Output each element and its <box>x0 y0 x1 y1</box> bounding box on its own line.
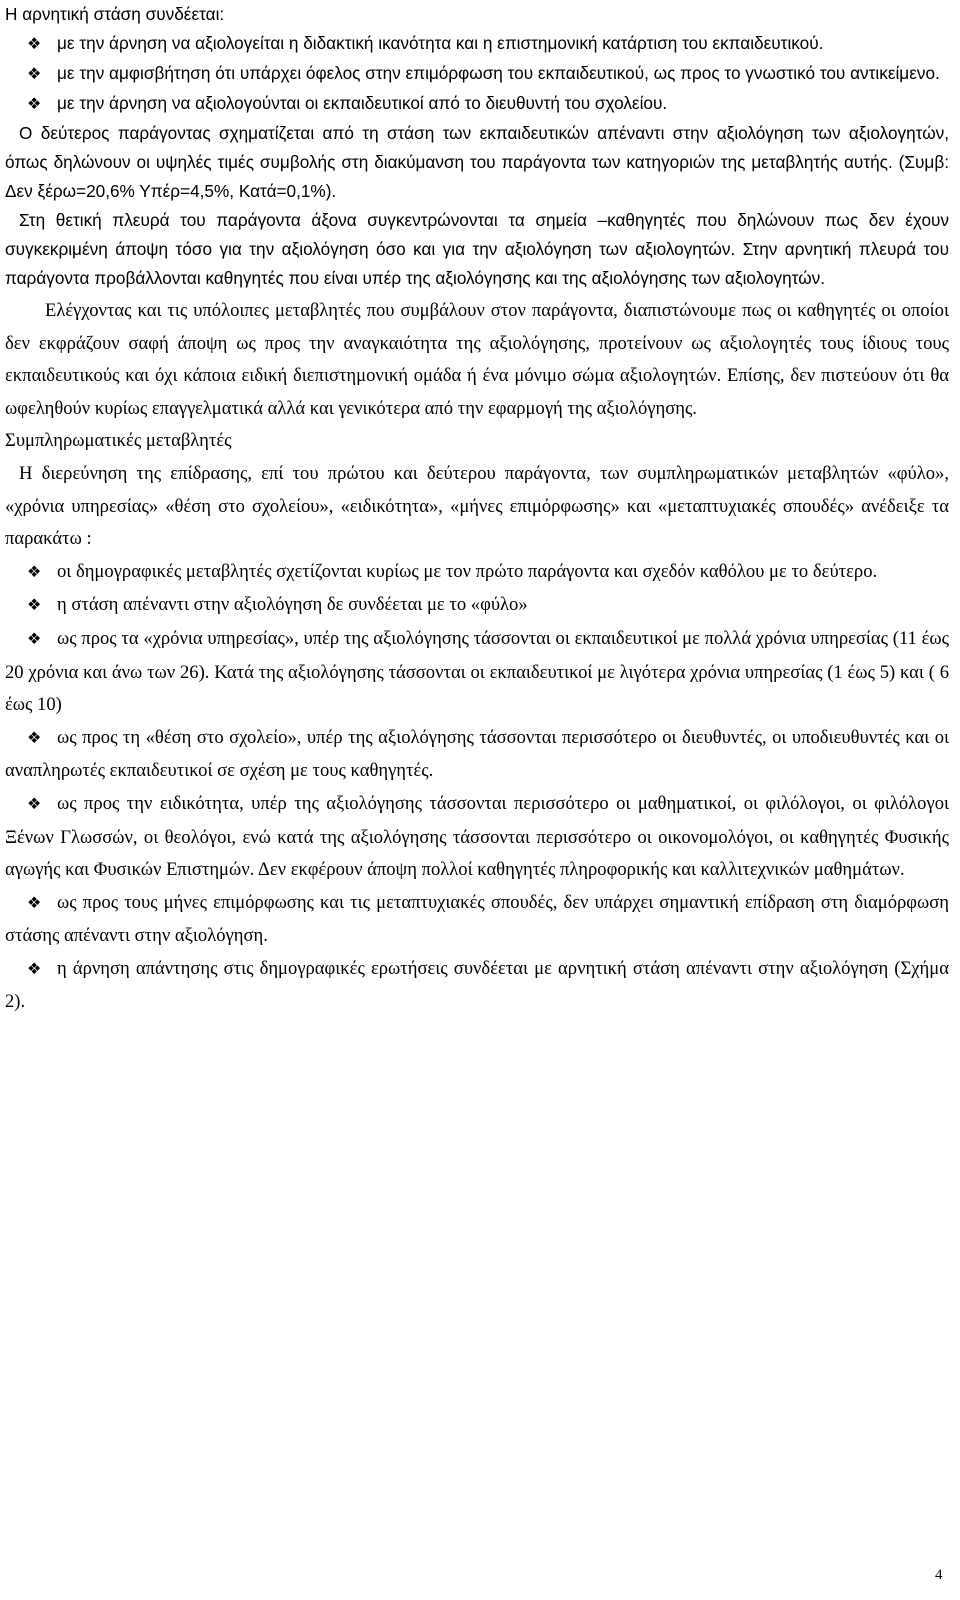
bullet-icon: ❖ <box>27 960 42 978</box>
bullet-text: με την αμφισβήτηση ότι υπάρχει όφελος στην επιμόρφωση του εκπαιδευτικού, ως προς το γνωστικό του αντικείμενο. <box>57 63 940 83</box>
bullet-icon: ❖ <box>27 563 42 581</box>
paragraph-checking: Ελέγχοντας και τις υπόλοιπες μεταβλητές που συμβάλουν στον παράγοντα, διαπιστώνουμε πως οι καθηγητές οι οποίοι δεν εκφράζουν σαφή άποψη ως προς την αναγκαιότητα της αξιολόγησης, προτείνουν ως αξιολογητές τους ίδιους τους εκπαιδευτικούς και όχι κάποια ειδική διεπιστημονική ομάδα ή ένα μόνιμο σώμα αξιολογητών. Επίσης, δεν πιστεύουν ότι θα ωφεληθούν κυρίως επαγγελματικά αλλά και γενικότερα από την εφαρμογή της αξιολόγησης. <box>5 300 949 419</box>
page-number: 4 <box>935 1567 943 1583</box>
bullet-item <box>5 589 949 623</box>
bullet-text: ως προς τα «χρόνια υπηρεσίας», υπέρ της αξιολόγησης τάσσονται οι εκπαιδευτικοί με πολλά χρόνια υπηρεσίας (11 έως 20 χρόνια και άνω των 26). Κατά της αξιολόγησης τάσσονται οι εκπαιδευτικοί με λιγότερα χρόνια υπηρεσίας (1 έως 5) και ( 6 έως 10) <box>5 627 949 716</box>
bullet-icon: ❖ <box>27 894 42 912</box>
bullet-item <box>5 59 949 89</box>
bullet-item <box>5 788 949 887</box>
bullet-icon: ❖ <box>27 630 42 648</box>
bullet-item <box>5 722 949 788</box>
bullet-icon: ❖ <box>27 795 42 813</box>
bullet-item <box>5 556 949 590</box>
bullet-icon: ❖ <box>27 96 42 113</box>
bullet-icon: ❖ <box>27 597 42 615</box>
paragraph-positive-side: Στη θετική πλευρά του παράγοντα άξονα συγκεντρώνονται τα σημεία –καθηγητές που δηλώνουν πως δεν έχουν συγκεκριμένη άποψη τόσο για την αξιολόγηση όσο και για την αξιολόγηση των αξιολογητών. Στην αρνητική πλευρά του παράγοντα προβάλλονται καθηγητές που είναι υπέρ της αξιολόγησης και της αξιολόγησης των αξιολογητών. <box>5 210 949 288</box>
document-page <box>5 0 949 1019</box>
bullet-text: ως προς τη «θέση στο σχολείο», υπέρ της αξιολόγησης τάσσονται περισσότερο οι διευθυντές, οι υποδιευθυντές και οι αναπληρωτές εκπαιδευτικοί σε σχέση με τους καθηγητές. <box>5 726 949 782</box>
bullet-text: η στάση απέναντι στην αξιολόγηση δε συνδέεται με το «φύλο» <box>57 594 528 616</box>
bullet-text: με την άρνηση να αξιολογούνται οι εκπαιδευτικοί από το διευθυντή του σχολείου. <box>57 93 668 113</box>
bullet-item <box>5 29 949 59</box>
paragraph-second-factor: Ο δεύτερος παράγοντας σχηματίζεται από τη στάση των εκπαιδευτικών απέναντι στην αξιολόγηση των αξιολογητών, όπως δηλώνουν οι υψηλές τιμές συμβολής στη διακύμανση του παράγοντα των κατηγοριών της μεταβλητής αυτής. (Συμβ: Δεν ξέρω=20,6% Υπέρ=4,5%, Κατά=0,1%). <box>5 123 949 201</box>
bullet-text: ως προς την ειδικότητα, υπέρ της αξιολόγησης τάσσονται περισσότερο οι μαθηματικοί, οι φιλόλογοι, οι φιλόλογοι Ξένων Γλωσσών, οι θεολόγοι, ενώ κατά της αξιολόγησης τάσσονται περισσότερο οι οικονομολόγοι, οι καθηγητές Φυσικής αγωγής και Φυσικών Επιστημών. Δεν εκφέρουν άποψη πολλοί καθηγητές πληροφορικής και καλλιτεχνικών μαθημάτων. <box>5 792 949 881</box>
bullet-item <box>5 887 949 953</box>
bullet-text: η άρνηση απάντησης στις δημογραφικές ερωτήσεις συνδέεται με αρνητική στάση απέναντι στην αξιολόγηση (Σχήμα 2). <box>5 957 949 1013</box>
bullet-text: οι δημογραφικές μεταβλητές σχετίζονται κυρίως με τον πρώτο παράγοντα και σχεδόν καθόλου με το δεύτερο. <box>57 560 878 582</box>
bullet-item <box>5 89 949 119</box>
bullet-item <box>5 953 949 1019</box>
bullet-icon: ❖ <box>27 66 42 83</box>
bullet-icon: ❖ <box>27 729 42 747</box>
bullet-item <box>5 623 949 722</box>
bullet-text: με την άρνηση να αξιολογείται η διδακτική ικανότητα και η επιστημονική κατάρτιση του εκπαιδευτικού. <box>57 33 824 53</box>
bullet-icon: ❖ <box>27 36 42 53</box>
intro-text: Η αρνητική στάση συνδέεται: <box>5 4 225 24</box>
paragraph-investigation: Η διερεύνηση της επίδρασης, επί του πρώτου και δεύτερου παράγοντα, των συμπληρωματικών μεταβλητών «φύλο», «χρόνια υπηρεσίας» «θέση στο σχολείου», «ειδικότητα», «μήνες επιμόρφωσης» και «μεταπτυχιακές σπουδές» ανέδειξε τα παρακάτω : <box>5 462 949 550</box>
bullet-text: ως προς τους μήνες επιμόρφωσης και τις μεταπτυχιακές σπουδές, δεν υπάρχει σημαντική επίδραση στη διαμόρφωση στάσης απέναντι στην αξιολόγηση. <box>5 891 949 947</box>
section-heading: Συμπληρωματικές μεταβλητές <box>5 430 232 452</box>
